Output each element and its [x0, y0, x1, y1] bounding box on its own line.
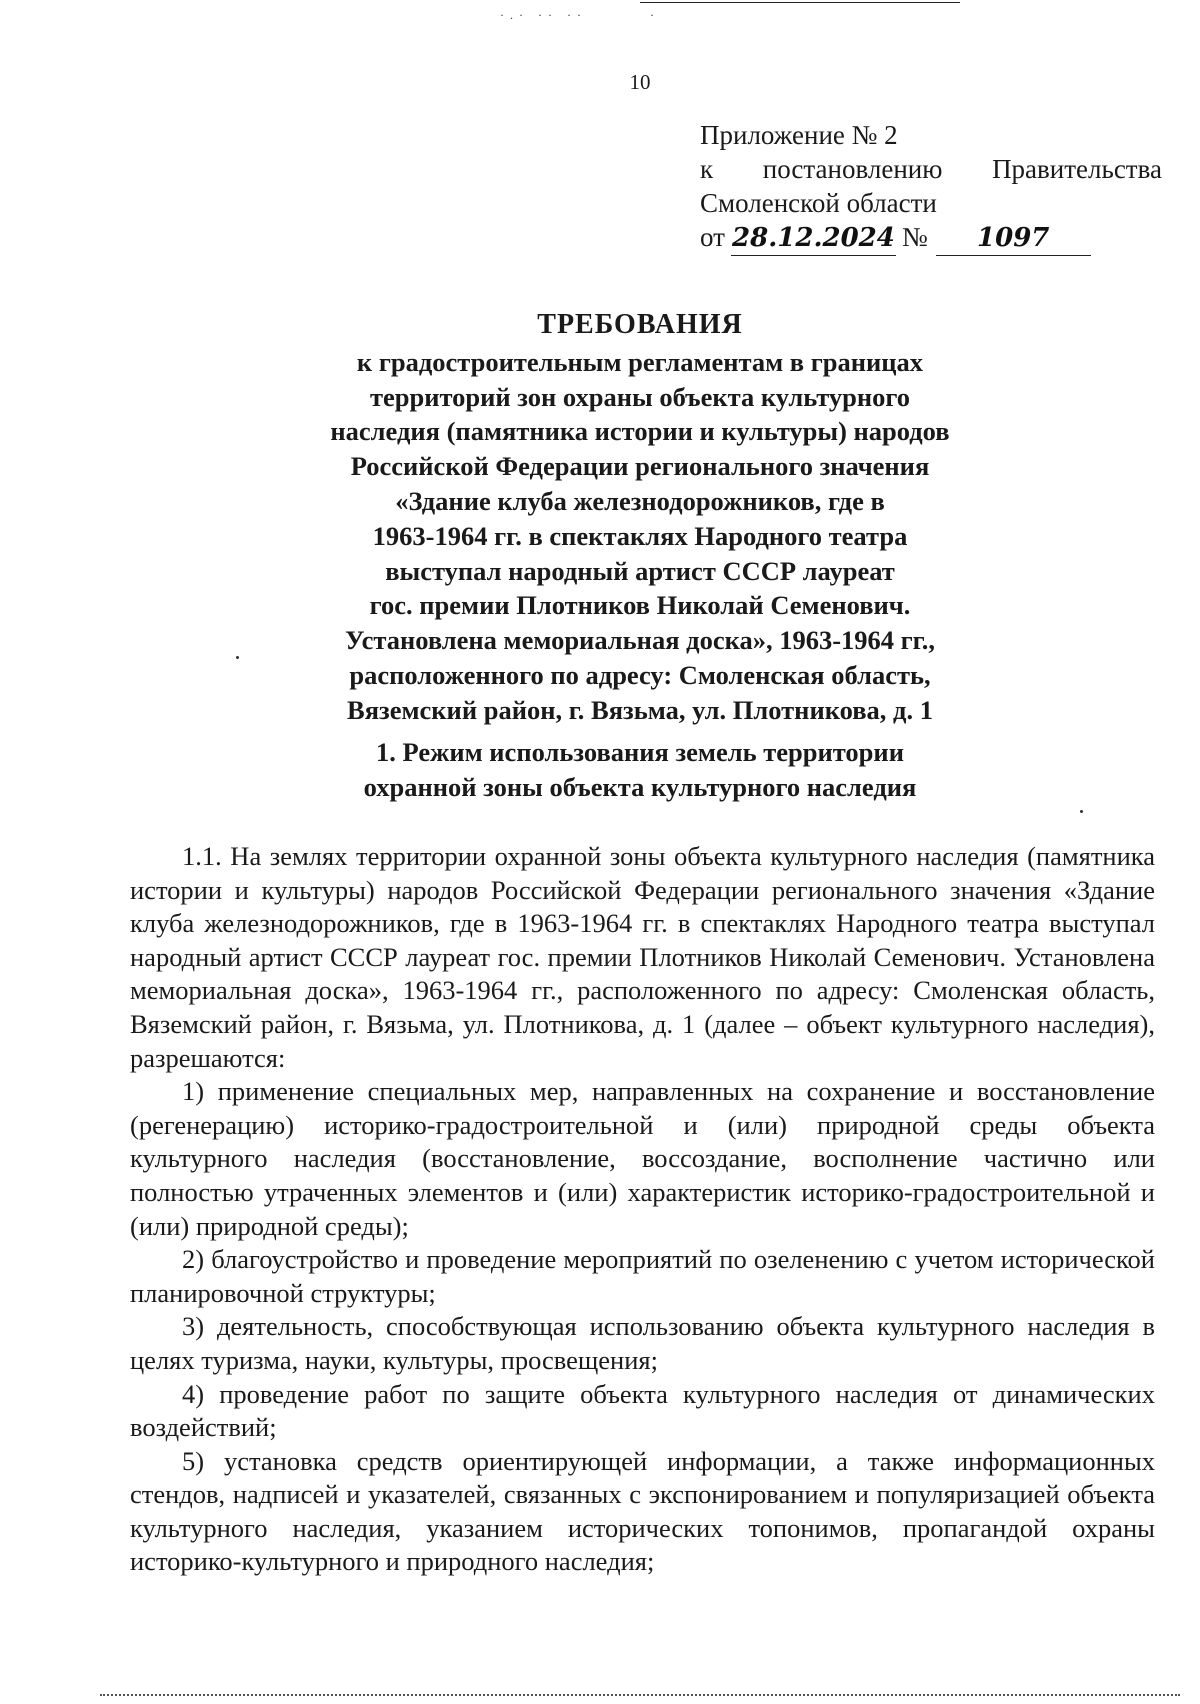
appendix-government: Правительства: [992, 154, 1162, 184]
title-line: 1963-1964 гг. в спектаклях Народного театра: [372, 520, 908, 551]
appendix-region: Смоленской области: [700, 188, 937, 218]
paragraph: 1.1. На землях территории охранной зоны объекта культурного наследия (памятника истории и культуры) народов Российской Федерации регионального значения «Здание клуба железнодорожников, где в 1963-1964 гг. в спектаклях Народного театра выступал народный артист СССР лауреат гос. премии Плотников Николай Семенович. Установлена мемориальная доска», 1963-1964 гг., расположенного по адресу: Смоленская область, Вяземский район, г. Вязьма, ул. Плотникова, д. 1 (далее – объект культурного наследия), разрешаются:: [130, 841, 1155, 1073]
title-line: территорий зон охраны объекта культурного: [369, 381, 911, 412]
title-line: выступал народный артист СССР лауреат: [385, 555, 895, 586]
appendix-prep: к: [700, 154, 714, 184]
title-line: «Здание клуба железнодорожников, где в: [395, 485, 885, 516]
page-number: 10: [629, 70, 651, 94]
title-line: расположенного по адресу: Смоленская область,: [349, 659, 931, 690]
section-heading: [300, 735, 980, 805]
scan-artifact-marks: ·.· ·· ·· ·: [500, 8, 660, 22]
paragraph: 2) благоустройство и проведение мероприятий по озеленению с учетом исторической планировочной структуры;: [130, 1244, 1155, 1308]
appendix-header: [700, 118, 1162, 256]
title-line: Вяземский район, г. Вязьма, ул. Плотникова, д. 1: [347, 694, 933, 725]
appendix-resolution-line: [700, 152, 1162, 186]
title-line: наследия (памятника истории и культуры) народов: [330, 416, 950, 447]
paragraph: 4) проведение работ по защите объекта культурного наследия от динамических воздействий;: [130, 1378, 1155, 1443]
section-heading-line: 1. Режим использования земель территории: [376, 737, 904, 767]
paragraph: 5) установка средств ориентирующей информации, а также информационных стендов, надписей и указателей, связанных с экспонированием и популяризацией объекта культурного наследия, указанием исторических топонимов, пропагандой охраны историко-культурного и природного наследия;: [130, 1445, 1155, 1577]
section-heading-line: охранной зоны объекта культурного наследия: [363, 772, 917, 802]
title-heading: ТРЕБОВАНИЯ: [537, 309, 743, 340]
title-line: Установлена мемориальная доска», 1963-1964 гг.,: [345, 625, 935, 656]
paragraph: 3) деятельность, способствующая использованию объекта культурного наследия в целях туризма, науки, культуры, просвещения;: [130, 1311, 1155, 1375]
appendix-date-number-line: [700, 220, 1162, 256]
title-line: гос. премии Плотников Николай Семенович.: [369, 590, 911, 621]
appendix-title: Приложение № 2: [700, 120, 898, 150]
appendix-resolution: постановлению: [762, 154, 943, 184]
body-text: [130, 840, 1155, 1579]
handwritten-date: 28.12.2024: [731, 221, 896, 256]
scan-speck: [236, 656, 239, 659]
handwritten-number: 1097: [936, 221, 1091, 256]
scan-speck: [1080, 810, 1083, 813]
paragraph: 1) применение специальных мер, направленных на сохранение и восстановление (регенерацию) историко-градостроительной и (или) природной среды объекта культурного наследия (восстановление, воссоздание, восполнение частично или полностью утраченных элементов и (или) характеристик историко-градостроительной и (или) природной среды);: [130, 1076, 1155, 1241]
scan-artifact-bottom: [100, 1694, 1180, 1696]
title-line: Российской Федерации регионального значения: [350, 451, 930, 482]
scan-artifact-line: [640, 2, 960, 3]
date-prefix: от: [700, 222, 725, 252]
document-title: [270, 308, 1010, 728]
title-line: к градостроительным регламентам в границах: [356, 346, 924, 377]
number-label: №: [901, 222, 928, 252]
